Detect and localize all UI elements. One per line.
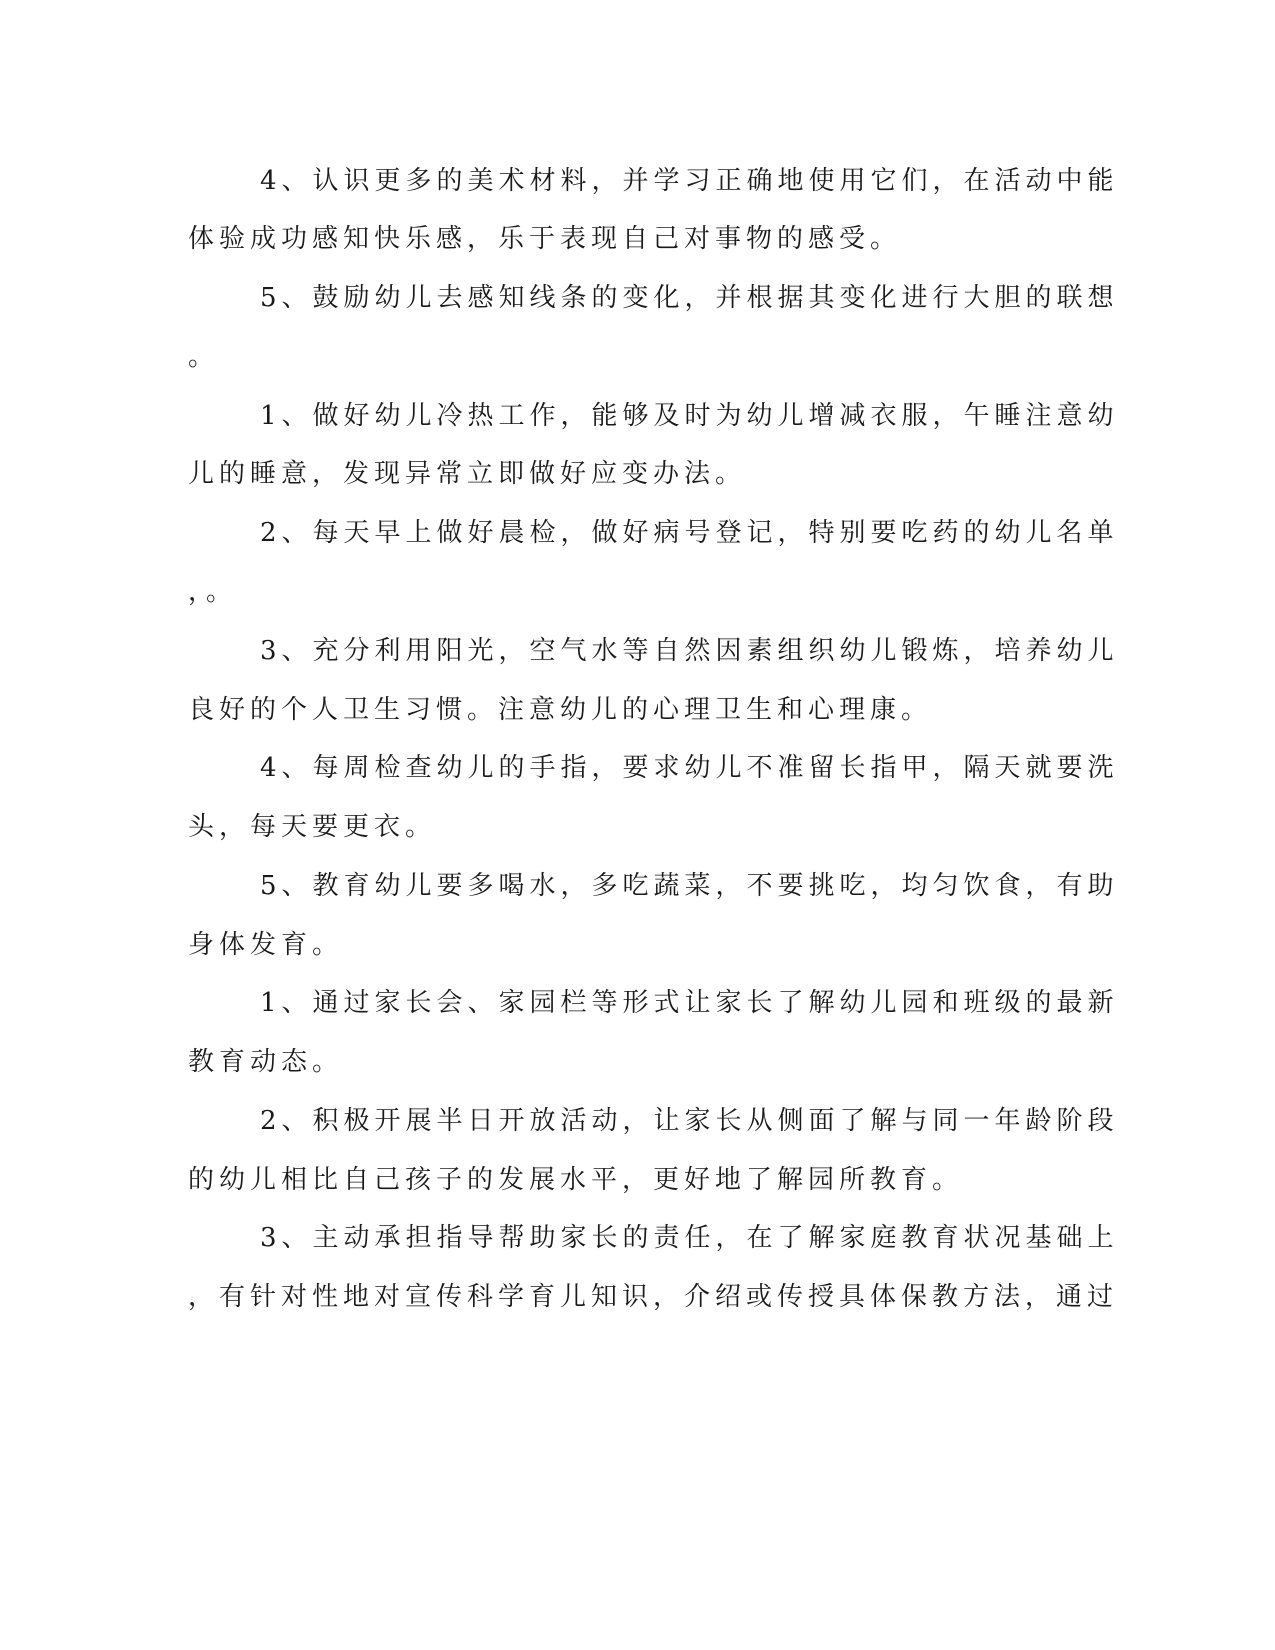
- paragraph-line: 。: [188, 342, 220, 372]
- paragraph-line: 教育动态。: [188, 1047, 344, 1077]
- paragraph-line: 儿的睡意，发现异常立即做好应变办法。: [188, 459, 747, 489]
- paragraph-line: 1、通过家长会、家园栏等形式让家长了解幼儿园和班级的最新: [260, 988, 1119, 1018]
- paragraph-line: ，有针对性地对宣传科学育儿知识，介绍或传授具体保教方法，通过: [188, 1282, 1119, 1312]
- paragraph-line: 体验成功感知快乐感，乐于表现自己对事物的感受。: [188, 224, 902, 254]
- paragraph-line: 2、积极开展半日开放活动，让家长从侧面了解与同一年龄阶段: [260, 1106, 1119, 1136]
- paragraph-line: 头，每天要更衣。: [188, 812, 437, 842]
- paragraph-line: 的幼儿相比自己孩子的发展水平，更好地了解园所教育。: [188, 1165, 964, 1195]
- paragraph-line: 3、充分利用阳光，空气水等自然因素组织幼儿锻炼，培养幼儿: [260, 636, 1119, 666]
- paragraph-line: 4、每周检查幼儿的手指，要求幼儿不准留长指甲，隔天就要洗: [260, 753, 1119, 783]
- paragraph-line: 2、每天早上做好晨检，做好病号登记，特别要吃药的幼儿名单: [260, 518, 1119, 548]
- paragraph-line: 5、鼓励幼儿去感知线条的变化，并根据其变化进行大胆的联想: [260, 283, 1119, 313]
- paragraph-line: 良好的个人卫生习惯。注意幼儿的心理卫生和心理康。: [188, 695, 933, 725]
- paragraph-line: 1、做好幼儿冷热工作，能够及时为幼儿增减衣服，午睡注意幼: [260, 401, 1119, 431]
- paragraph-line: 3、主动承担指导帮助家长的责任，在了解家庭教育状况基础上: [260, 1223, 1119, 1253]
- paragraph-line: ，。: [188, 577, 238, 607]
- paragraph-line: 5、教育幼儿要多喝水，多吃蔬菜，不要挑吃，均匀饮食，有助: [260, 871, 1119, 901]
- paragraph-line: 4、认识更多的美术材料，并学习正确地使用它们，在活动中能: [260, 166, 1119, 196]
- paragraph-line: 身体发育。: [188, 930, 344, 960]
